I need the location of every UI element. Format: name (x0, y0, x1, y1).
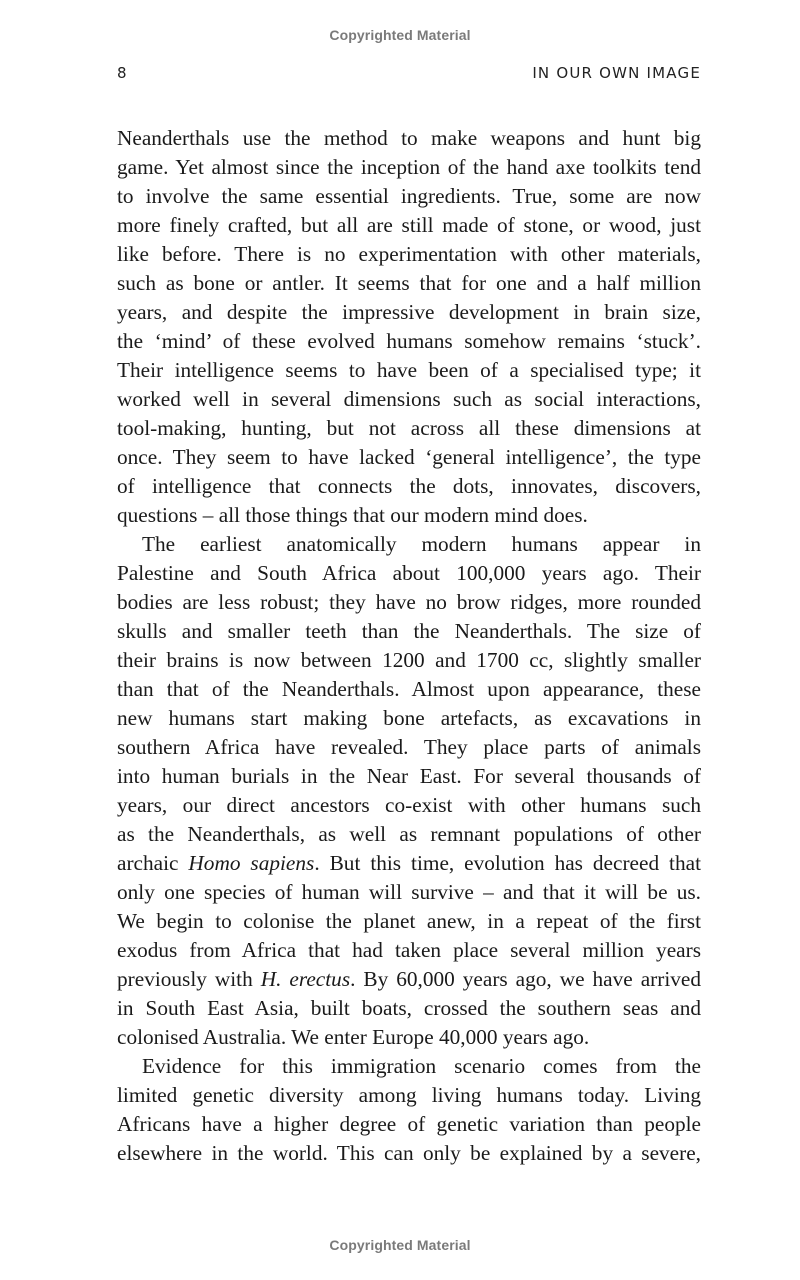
paragraph (117, 1052, 701, 1168)
text-line: We begin to colonise the planet anew, in a repeat of the first (117, 909, 701, 933)
text-line: the ‘mind’ of these evolved humans somehow remains ‘stuck’. (117, 329, 701, 353)
running-header (117, 64, 701, 82)
text-line: Africans have a higher degree of genetic variation than people (117, 1112, 701, 1136)
text-line: questions – all those things that our modern mind does. (117, 503, 588, 527)
text-line: than that of the Neanderthals. Almost upon appearance, these (117, 677, 701, 701)
text-line: previously with H. erectus. By 60,000 years ago, we have arrived (117, 967, 701, 991)
body-text (117, 124, 701, 1168)
text-line: archaic Homo sapiens. But this time, evolution has decreed that (117, 851, 701, 875)
text-line: to involve the same essential ingredients. True, some are now (117, 184, 701, 208)
text-line: skulls and smaller teeth than the Neanderthals. The size of (117, 619, 701, 643)
text-line: years, our direct ancestors co-exist with other humans such (117, 793, 701, 817)
text-line: more finely crafted, but all are still made of stone, or wood, just (117, 213, 701, 237)
copyright-watermark-bottom: Copyrighted Material (329, 1237, 471, 1253)
text-line: their brains is now between 1200 and 1700 cc, slightly smaller (117, 648, 701, 672)
italic-term: Homo sapiens (188, 851, 315, 875)
text-line: once. They seem to have lacked ‘general intelligence’, the type (117, 445, 701, 469)
text-line: Their intelligence seems to have been of a specialised type; it (117, 358, 701, 382)
text-line: The earliest anatomically modern humans appear in (142, 532, 701, 556)
text-line: game. Yet almost since the inception of the hand axe toolkits tend (117, 155, 701, 179)
page-number: 8 (117, 64, 127, 82)
text-line: tool-making, hunting, but not across all these dimensions at (117, 416, 701, 440)
italic-term: H. erectus (260, 967, 351, 991)
text-line: Evidence for this immigration scenario comes from the (142, 1054, 701, 1078)
text-line: elsewhere in the world. This can only be explained by a severe, (117, 1141, 701, 1165)
text-line: bodies are less robust; they have no brow ridges, more rounded (117, 590, 701, 614)
text-line: limited genetic diversity among living humans today. Living (117, 1083, 701, 1107)
text-line: such as bone or antler. It seems that for one and a half million (117, 271, 701, 295)
text-line: Neanderthals use the method to make weapons and hunt big (117, 126, 701, 150)
running-title: IN OUR OWN IMAGE (532, 64, 701, 82)
text-line: southern Africa have revealed. They place parts of animals (117, 735, 701, 759)
copyright-watermark-top: Copyrighted Material (329, 27, 471, 43)
text-line: into human burials in the Near East. For several thousands of (117, 764, 701, 788)
text-line: years, and despite the impressive development in brain size, (117, 300, 701, 324)
text-line: like before. There is no experimentation with other materials, (117, 242, 701, 266)
text-line: as the Neanderthals, as well as remnant populations of other (117, 822, 701, 846)
paragraph (117, 530, 701, 1052)
text-line: only one species of human will survive – and that it will be us. (117, 880, 701, 904)
text-line: exodus from Africa that had taken place several million years (117, 938, 701, 962)
text-line: in South East Asia, built boats, crossed the southern seas and (117, 996, 701, 1020)
text-line: of intelligence that connects the dots, innovates, discovers, (117, 474, 701, 498)
text-line: new humans start making bone artefacts, as excavations in (117, 706, 701, 730)
text-line: worked well in several dimensions such as social interactions, (117, 387, 701, 411)
paragraph (117, 124, 701, 530)
text-line: Palestine and South Africa about 100,000 years ago. Their (117, 561, 701, 585)
text-line: colonised Australia. We enter Europe 40,000 years ago. (117, 1025, 590, 1049)
